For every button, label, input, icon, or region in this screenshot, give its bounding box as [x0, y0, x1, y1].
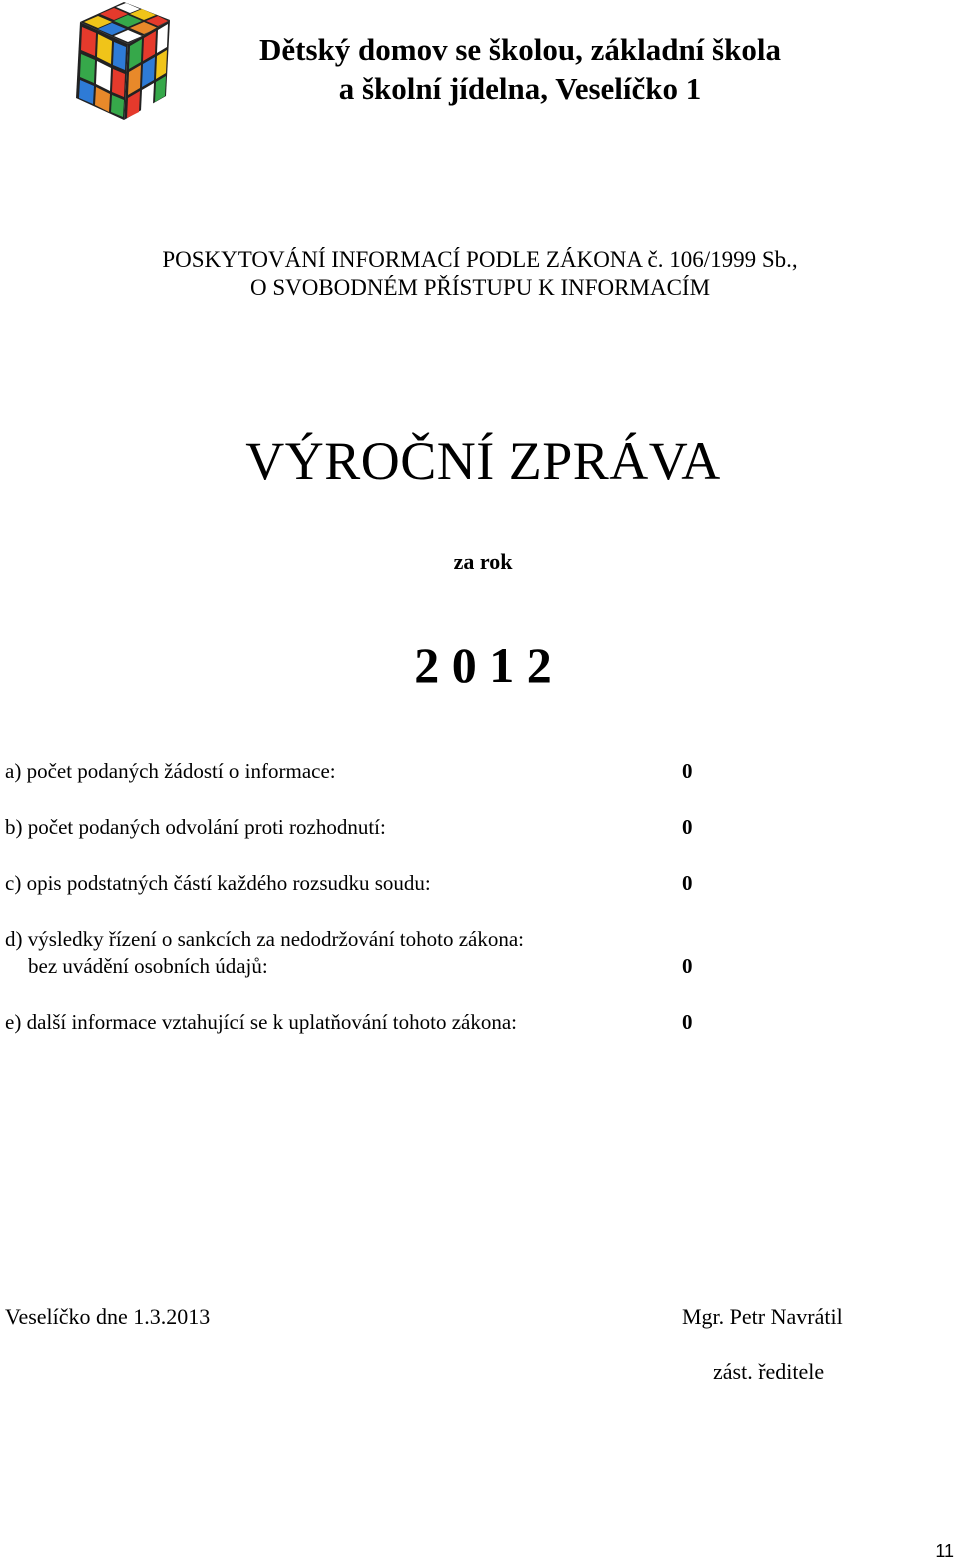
item-b-value: 0 [682, 815, 693, 839]
law-heading-line1: POSKYTOVÁNÍ INFORMACÍ PODLE ZÁKONA č. 106/1999 Sb., [162, 247, 798, 272]
item-b-label: b) počet podaných odvolání proti rozhodnutí: [5, 815, 386, 839]
item-e-label: e) další informace vztahující se k uplatňování tohoto zákona: [5, 1010, 517, 1034]
place-date: Veselíčko dne 1.3.2013 [5, 1304, 211, 1329]
rubiks-cube-icon [62, 0, 184, 126]
report-title: VÝROČNÍ ZPRÁVA [245, 431, 721, 491]
item-a-value: 0 [682, 759, 693, 783]
institution-name-line1: Dětský domov se školou, základní škola [259, 32, 781, 67]
item-a-label: a) počet podaných žádostí o informace: [5, 759, 336, 783]
item-d-label-cont: bez uvádění osobních údajů: [28, 954, 268, 978]
page-number: 11 [935, 1541, 954, 1561]
item-c-value: 0 [682, 871, 693, 895]
signatory-role: zást. ředitele [713, 1359, 825, 1384]
law-heading-line2: O SVOBODNÉM PŘÍSTUPU K INFORMACÍM [249, 275, 711, 300]
item-c-label: c) opis podstatných částí každého rozsudku soudu: [5, 871, 431, 895]
institution-name-line2: a školní jídelna, Veselíčko 1 [338, 71, 702, 106]
item-e-value: 0 [682, 1010, 693, 1034]
report-subtitle: za rok [453, 549, 513, 574]
item-d-value: 0 [682, 954, 693, 978]
signatory-name: Mgr. Petr Navrátil [682, 1304, 843, 1329]
report-year: 2 0 1 2 [414, 637, 552, 693]
item-d-label: d) výsledky řízení o sankcích za nedodržování tohoto zákona: [5, 927, 524, 951]
